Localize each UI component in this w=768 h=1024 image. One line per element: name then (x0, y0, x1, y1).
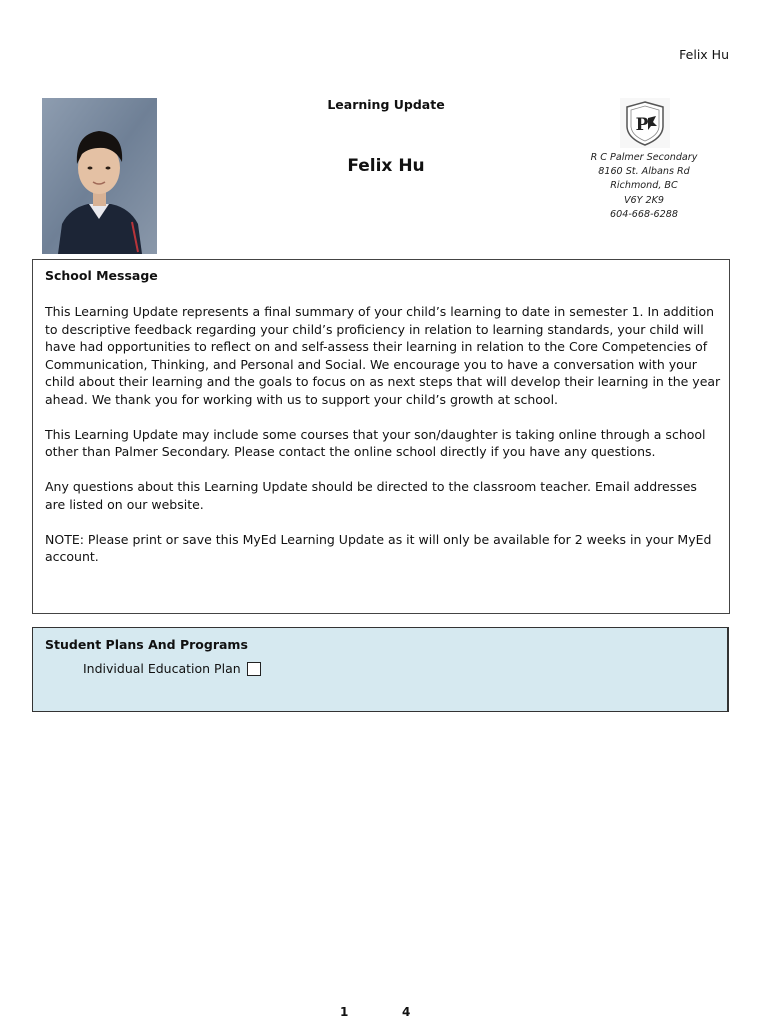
message-paragraph: NOTE: Please print or save this MyEd Learning Update as it will only be available for 2 weeks in your MyEd account. (45, 531, 712, 564)
page-number: 1 (340, 1005, 349, 1019)
message-paragraph: This Learning Update represents a final summary of your child’s learning to date in semester 1. In addition to descriptive feedback regarding your child’s proficiency in relation to learning standards, your child will have had opportunities to reflect on and self-assess their learning in relation to the Core Competencies of Communication, Thinking, and Personal and Social. We encourage you to have a conversation with your child about their learning and the goals to focus on as next steps that will develop their learning in the year ahead. We thank you for working with us to support your child’s growth at school. (45, 304, 721, 407)
school-postal-code: V6Y 2K9 (623, 194, 665, 206)
student-plans-box (32, 627, 729, 712)
message-paragraph: Any questions about this Learning Update should be directed to the classroom teacher. Email addresses are listed on our website. (45, 479, 697, 512)
school-address-block (574, 151, 714, 222)
page-total: 4 (402, 1005, 411, 1019)
school-message-body (45, 303, 721, 583)
document-title: Learning Update (327, 97, 445, 112)
school-message-title: School Message (45, 268, 158, 283)
school-name: R C Palmer Secondary (590, 152, 698, 163)
iep-label: Individual Education Plan (83, 661, 241, 676)
message-paragraph: This Learning Update may include some courses that your son/daughter is taking online through a school other than Palmer Secondary. Please contact the online school directly if you have any questions. (45, 426, 706, 459)
student-plans-title: Student Plans And Programs (45, 637, 248, 652)
school-street: 8160 St. Albans Rd (598, 166, 690, 178)
iep-checkbox[interactable] (247, 662, 261, 676)
school-phone: 604-668-6288 (610, 208, 678, 220)
school-city: Richmond, BC (610, 180, 678, 192)
student-name-heading: Felix Hu (347, 156, 425, 176)
svg-text:P: P (635, 115, 649, 135)
header-student-name: Felix Hu (679, 47, 729, 62)
student-photo (42, 98, 157, 254)
iep-row (83, 661, 261, 676)
shield-crest-icon (620, 98, 670, 148)
school-message-box (32, 259, 730, 614)
